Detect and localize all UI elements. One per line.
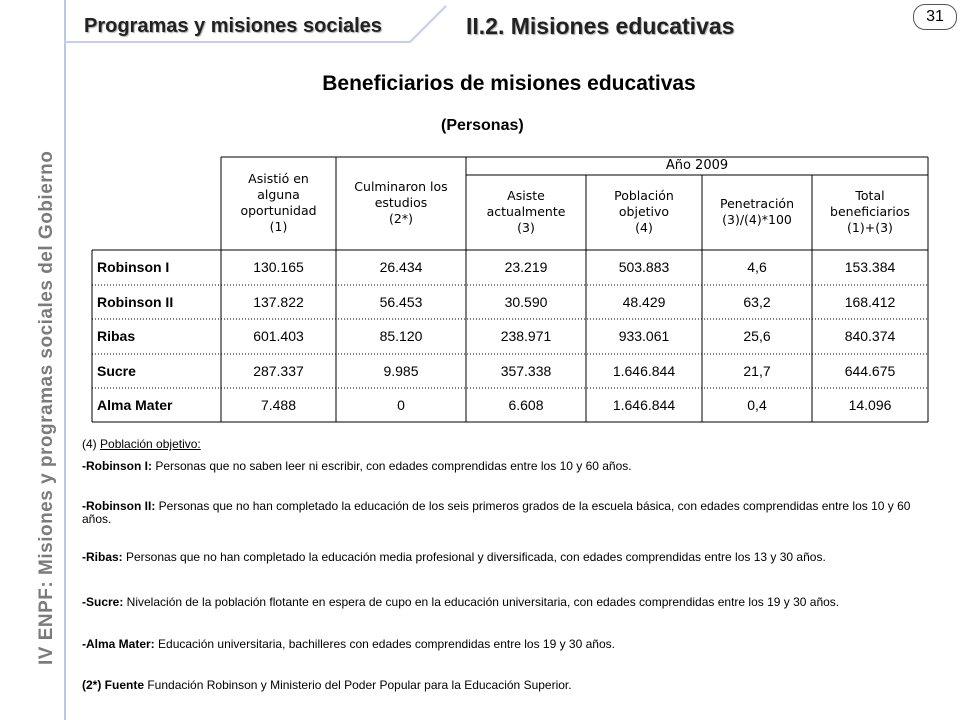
col-header-asistio — [221, 163, 336, 243]
col-header-line: Asistió en — [248, 171, 309, 186]
note-item — [82, 638, 928, 651]
table-cell: 6.608 — [508, 397, 544, 413]
col-header-line: alguna — [257, 187, 300, 202]
note-term: -Ribas: — [82, 550, 123, 564]
page-number: 31 — [913, 4, 957, 30]
col-header-total — [812, 177, 928, 247]
year-group-header: Año 2009 — [665, 158, 729, 173]
table-cell: 287.337 — [253, 363, 304, 379]
row-label: Sucre — [97, 363, 136, 379]
col-header-line: (3)/(4)*100 — [722, 212, 792, 227]
table-cell: 1.646.844 — [612, 363, 676, 379]
notes-heading — [82, 438, 928, 451]
table-cell: 0,4 — [747, 397, 767, 413]
note-item — [82, 596, 928, 609]
table-cell: 1.646.844 — [612, 397, 676, 413]
col-header-culminaron — [336, 163, 466, 243]
side-label-text: Misiones y programas sociales del Gobierno — [36, 150, 57, 575]
col-header-line: (1)+(3) — [847, 220, 893, 235]
note-term: -Robinson II: — [82, 499, 156, 513]
note-item — [82, 500, 928, 526]
note-text: Nivelación de la población flotante en espera de cupo en la educación universitaria, con edades comprendidas entre los 19 y 30 años. — [123, 595, 840, 609]
notes-heading-number: (4) — [82, 437, 97, 451]
table-cell: 56.453 — [379, 294, 423, 310]
table-cell: 4,6 — [747, 259, 767, 275]
table-cell: 357.338 — [500, 363, 552, 379]
table-cell: 63,2 — [743, 294, 771, 310]
col-header-line: Total — [855, 188, 885, 203]
row-label: Robinson I — [97, 259, 170, 275]
note-item — [82, 460, 928, 473]
note-source-text: Fundación Robinson y Ministerio del Poder Popular para la Educación Superior. — [144, 678, 572, 692]
table-cell: 238.971 — [500, 328, 552, 344]
col-header-line: (3) — [517, 220, 535, 235]
table-cell: 130.165 — [253, 259, 304, 275]
table-cell: 503.883 — [618, 259, 670, 275]
section-title: Programas y misiones sociales — [84, 15, 382, 37]
col-header-line: (2*) — [389, 211, 413, 226]
table-cell: 933.061 — [618, 328, 670, 344]
table-cell: 601.403 — [253, 328, 304, 344]
col-header-poblacion — [586, 177, 702, 247]
table-cell: 48.429 — [622, 294, 666, 310]
col-header-line: actualmente — [486, 204, 566, 219]
col-header-penetracion — [702, 177, 812, 247]
table-cell: 0 — [397, 397, 405, 413]
note-item — [82, 551, 928, 564]
col-header-line: (4) — [635, 220, 653, 235]
table-cell: 23.219 — [504, 259, 548, 275]
table-cell: 21,7 — [743, 363, 771, 379]
table-cell: 25,6 — [743, 328, 771, 344]
table-cell: 644.675 — [844, 363, 896, 379]
note-text: Personas que no saben leer ni escribir, con edades comprendidas entre los 10 y 60 años. — [151, 459, 632, 473]
note-text: Educación universitaria, bachilleres con edades comprendidas entre los 19 y 30 años. — [154, 637, 615, 651]
side-label-prefix: IV ENPF: — [36, 580, 57, 665]
table-cell: 9.985 — [383, 363, 419, 379]
col-header-asiste — [466, 177, 586, 247]
col-header-line: Asiste — [507, 188, 545, 203]
subsection-title: II.2. Misiones educativas — [466, 13, 735, 39]
col-header-line: beneficiarios — [830, 204, 910, 219]
note-text: Personas que no han completado la educación de los seis primeros grados de la escuela básica, con edades comprendidas entre los 10 y 60 años. — [82, 499, 911, 526]
note-term: -Sucre: — [82, 595, 124, 609]
col-header-line: Población — [614, 188, 674, 203]
table-cell: 7.488 — [260, 397, 297, 413]
row-label: Robinson II — [97, 294, 174, 310]
row-label: Ribas — [97, 328, 136, 344]
page-title: Beneficiarios de misiones educativas — [322, 72, 696, 95]
table-cell: 153.384 — [844, 259, 896, 275]
table-cell: 85.120 — [379, 328, 423, 344]
col-header-line: oportunidad — [240, 203, 317, 218]
note-text: Personas que no han completado la educación media profesional y diversificada, con edades comprendidas entre los 13 y 30 años. — [122, 550, 826, 564]
col-header-line: objetivo — [618, 204, 670, 219]
row-label: Alma Mater — [97, 397, 173, 413]
note-term: -Robinson I: — [82, 459, 152, 473]
table-cell: 840.374 — [844, 328, 896, 344]
col-header-line: (1) — [269, 219, 288, 234]
page-subtitle: (Personas) — [441, 117, 524, 134]
col-header-line: Culminaron los — [354, 179, 448, 194]
notes-heading-text: Población objetivo: — [100, 437, 201, 451]
col-header-line: estudios — [374, 195, 428, 210]
note-term: -Alma Mater: — [82, 637, 155, 651]
table-cell: 30.590 — [504, 294, 548, 310]
table-cell: 137.822 — [253, 294, 304, 310]
table-cell: 26.434 — [379, 259, 423, 275]
table-cell: 168.412 — [844, 294, 896, 310]
note-source-term: (2*) Fuente — [82, 678, 145, 692]
col-header-line: Penetración — [719, 196, 794, 211]
table-cell: 14.096 — [848, 397, 892, 413]
note-source — [82, 679, 928, 692]
